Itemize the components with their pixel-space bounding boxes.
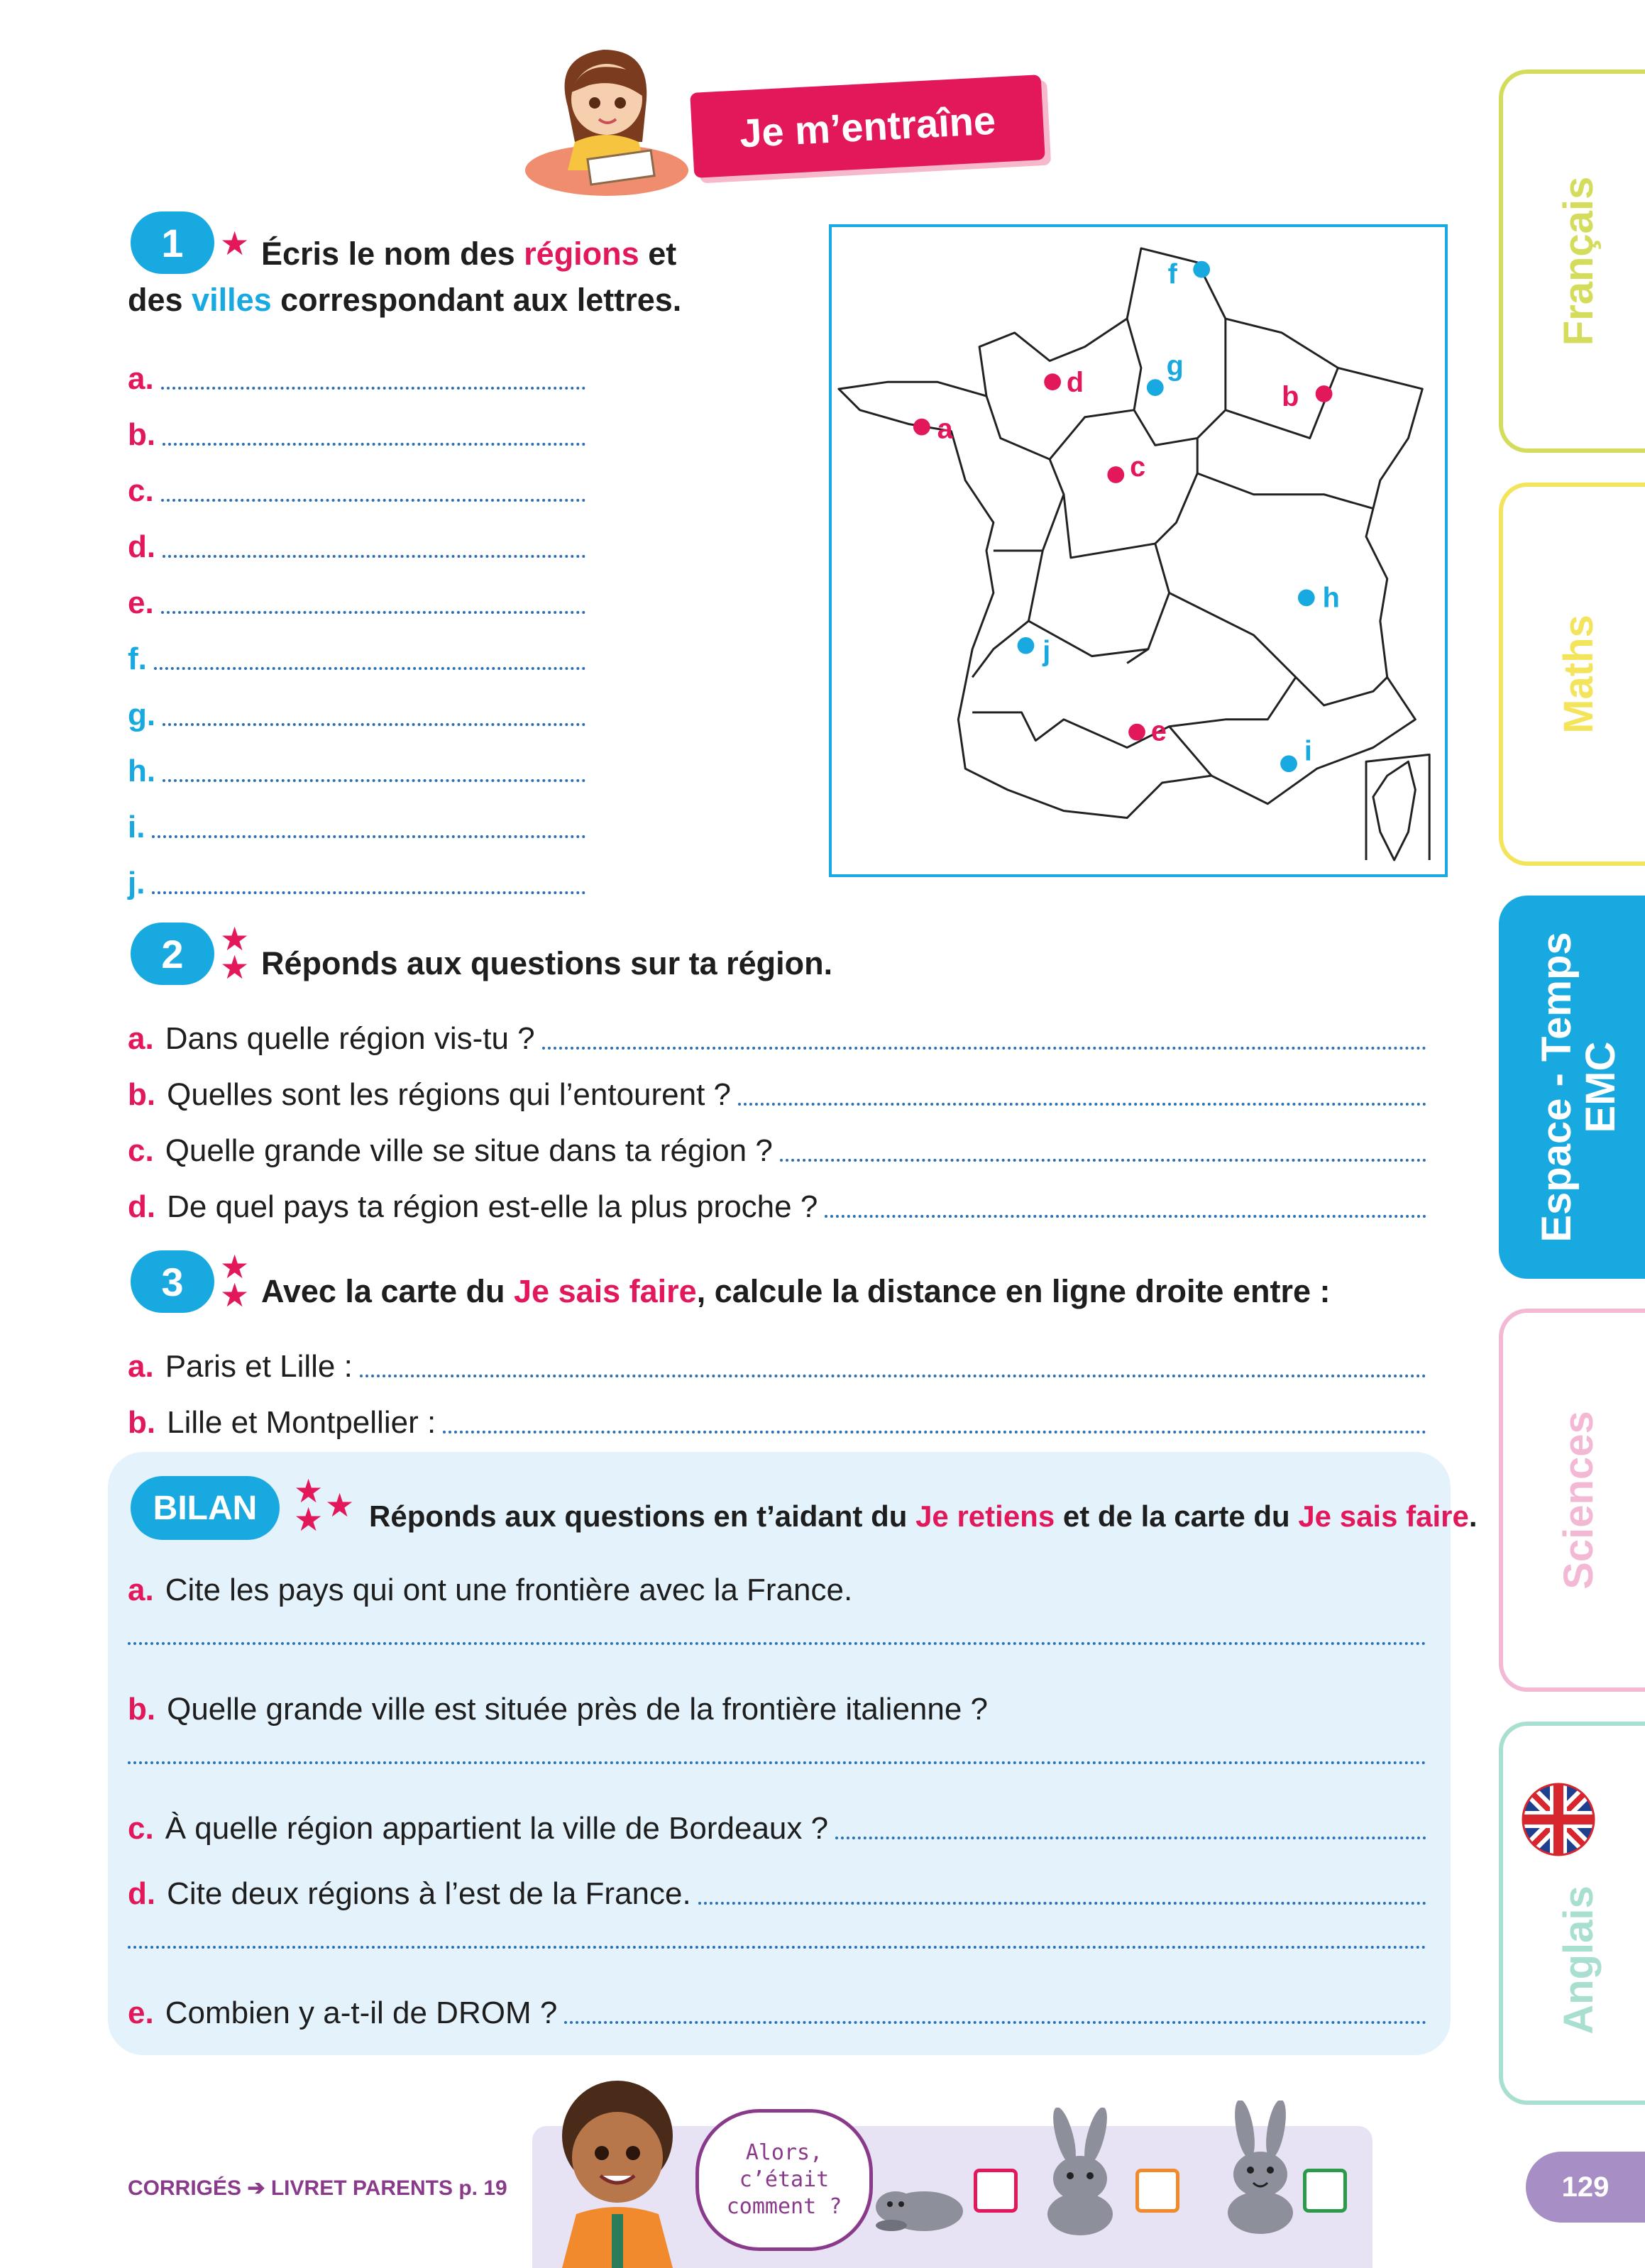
question-row[interactable]: d. Cite deux régions à l’est de la France. [128, 1865, 1426, 1912]
answer-line[interactable]: h. [128, 733, 585, 789]
corriges-reference: CORRIGÉS ➔ LIVRET PARENTS p. 19 [128, 2176, 507, 2200]
map-svg [832, 227, 1445, 874]
happy-rabbit-icon [1215, 2101, 1307, 2235]
exercise-1-number: 1 [131, 211, 214, 274]
difficulty-star-icon: ★ [294, 1472, 324, 1509]
answer-line[interactable] [128, 1639, 1426, 1645]
question-row[interactable]: d. De quel pays ta région est-elle la plus proche ? [128, 1169, 1426, 1225]
speech-bubble: Alors, c’était comment ? [695, 2109, 873, 2251]
neutral-rabbit-icon [1036, 2108, 1128, 2235]
exercise-2-instruction: Réponds aux questions sur ta région. [261, 945, 833, 981]
tab-sciences[interactable]: Sciences [1499, 1309, 1645, 1692]
map-label-e: e [1150, 715, 1167, 747]
answer-line[interactable]: j. [128, 845, 585, 901]
answer-line[interactable]: g. [128, 677, 585, 733]
question-row: a. Cite les pays qui ont une frontière avec la France. [128, 1573, 853, 1607]
tab-francais[interactable]: Français [1499, 70, 1645, 453]
exercise-2-questions [128, 1001, 1426, 1225]
difficulty-star-icon: ★ [220, 949, 250, 986]
answer-line[interactable] [128, 1758, 1426, 1764]
answer-line[interactable]: i. [128, 789, 585, 845]
answer-line[interactable]: e. [128, 565, 585, 621]
question-row[interactable]: b. Quelles sont les régions qui l’entourent ? [128, 1057, 1426, 1113]
self-assessment-checkbox-1[interactable] [974, 2169, 1018, 2213]
section-title-badge [690, 75, 1045, 178]
difficulty-star-icon: ★ [220, 225, 250, 262]
question-row[interactable]: c. À quelle région appartient la ville de Bordeaux ? [128, 1800, 1426, 1846]
answer-line[interactable]: b. [128, 397, 585, 453]
bilan-questions [128, 1561, 1426, 2031]
tab-anglais[interactable]: Anglais [1499, 1722, 1645, 2105]
question-row: b. Quelle grande ville est située près de la frontière italienne ? [128, 1692, 989, 1727]
difficulty-star-icon: ★ [220, 920, 250, 957]
bilan-instruction: Réponds aux questions en t’aidant du Je retiens et de la carte du Je sais faire. [369, 1499, 1478, 1533]
map-label-c: c [1130, 451, 1146, 483]
self-assessment-checkbox-3[interactable] [1303, 2169, 1347, 2213]
map-label-j: j [1042, 635, 1051, 667]
girl-reading-illustration [525, 28, 688, 199]
difficulty-star-icon: ★ [294, 1501, 324, 1538]
question-row[interactable]: b. Lille et Montpellier : [128, 1385, 1426, 1441]
map-label-g: g [1166, 350, 1184, 382]
exercise-1-instruction-line1: Écris le nom des régions et [261, 236, 677, 272]
self-assessment-checkbox-2[interactable] [1135, 2169, 1179, 2213]
exercise-1-instruction-line2: des villes correspondant aux lettres. [128, 282, 682, 318]
exercise-3-instruction: Avec la carte du Je sais faire, calcule la distance en ligne droite entre : [261, 1273, 1331, 1309]
arrow-right-icon: ➔ [247, 2176, 265, 2200]
boy-mascot-illustration [534, 2079, 704, 2268]
exercise-2-number: 2 [131, 923, 214, 985]
answer-line[interactable]: f. [128, 621, 585, 677]
uk-flag-icon [1522, 1783, 1595, 1856]
answer-line[interactable] [128, 1943, 1426, 1949]
map-label-h: h [1322, 582, 1340, 614]
map-label-d: d [1066, 367, 1084, 399]
bilan-badge: BILAN [131, 1476, 280, 1540]
difficulty-star-icon: ★ [325, 1487, 355, 1524]
exercise-3-number: 3 [131, 1250, 214, 1313]
difficulty-star-icon: ★ [220, 1277, 250, 1314]
exercise-3-questions [128, 1328, 1426, 1441]
question-row[interactable]: c. Quelle grande ville se situe dans ta région ? [128, 1113, 1426, 1169]
exercise-1-answer-list [128, 341, 585, 901]
difficulty-star-icon: ★ [220, 1248, 250, 1285]
map-label-a: a [937, 413, 953, 445]
sad-rabbit-icon [874, 2164, 967, 2235]
question-row[interactable]: e. Combien y a-t-il de DROM ? [128, 1984, 1426, 2031]
tab-espace-temps-emc[interactable]: Espace - Temps EMC [1499, 896, 1645, 1279]
question-row[interactable]: a. Paris et Lille : [128, 1328, 1426, 1385]
answer-line[interactable]: d. [128, 509, 585, 565]
map-label-b: b [1282, 380, 1299, 412]
map-label-f: f [1167, 258, 1177, 290]
france-regions-map [829, 224, 1448, 877]
section-title: Je m’entraîne [738, 97, 997, 155]
answer-line[interactable]: c. [128, 453, 585, 509]
map-label-i: i [1304, 735, 1312, 767]
page-number: 129 [1526, 2152, 1645, 2223]
tab-maths[interactable]: Maths [1499, 483, 1645, 866]
answer-line[interactable]: a. [128, 341, 585, 397]
question-row[interactable]: a. Dans quelle région vis-tu ? [128, 1001, 1426, 1057]
